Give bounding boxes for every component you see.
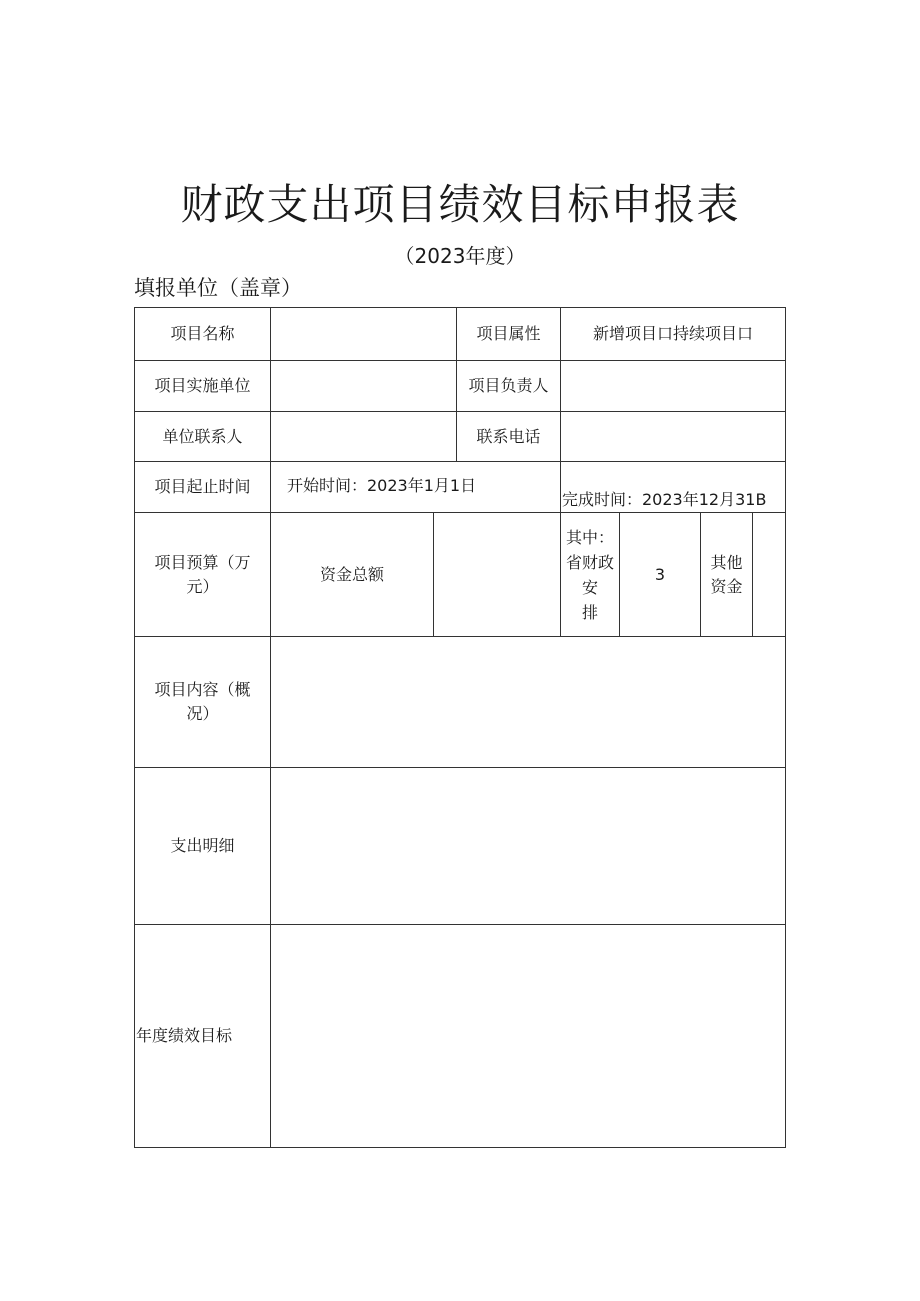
other-funds-label xyxy=(701,513,752,636)
budget-label-line1: 项目预算（万 xyxy=(154,552,251,572)
provincial-funds-line4: 排 xyxy=(581,602,598,622)
project-leader-field[interactable] xyxy=(561,361,785,411)
other-funds-line2: 资金 xyxy=(710,576,743,596)
reporting-unit-label: 填报单位（盖章） xyxy=(134,276,302,300)
project-leader-label: 项目负责人 xyxy=(468,376,549,395)
contact-phone-label: 联系电话 xyxy=(476,426,541,446)
total-funds-label: 资金总额 xyxy=(319,564,384,584)
start-time-field[interactable]: 开始时间：2023年1月1日 xyxy=(287,476,477,495)
other-funds-line1: 其他 xyxy=(710,552,743,572)
other-funds-field[interactable] xyxy=(753,513,785,636)
project-period-label: 项目起止时间 xyxy=(154,477,251,496)
provincial-funds-label xyxy=(561,513,619,636)
project-attribute-value[interactable]: 新增项目口持续项目口 xyxy=(592,324,753,343)
form-subtitle: （2023年度） xyxy=(394,244,526,268)
project-attribute-label: 项目属性 xyxy=(476,324,541,343)
total-funds-field[interactable] xyxy=(434,513,560,636)
provincial-funds-line3: 安 xyxy=(581,577,598,597)
annual-target-field[interactable] xyxy=(271,925,785,1147)
end-time-field[interactable]: 完成时间：2023年12月31B xyxy=(562,490,767,509)
unit-contact-label: 单位联系人 xyxy=(162,426,243,446)
table-border-right xyxy=(785,307,786,1148)
project-content-line1: 项目内容（概 xyxy=(154,680,251,699)
implementing-unit-label: 项目实施单位 xyxy=(154,376,251,395)
implementing-unit-field[interactable] xyxy=(271,361,456,411)
form-title: 财政支出项目绩效目标申报表 xyxy=(180,180,740,229)
provincial-funds-line1: 其中： xyxy=(565,527,614,547)
annual-target-label: 年度绩效目标 xyxy=(136,1026,233,1045)
expense-detail-label: 支出明细 xyxy=(170,836,235,855)
unit-contact-field[interactable] xyxy=(271,412,456,461)
project-content-field[interactable] xyxy=(271,637,785,767)
budget-label xyxy=(135,513,270,636)
expense-detail-field[interactable] xyxy=(271,768,785,924)
project-name-field[interactable] xyxy=(271,308,456,360)
project-content-label xyxy=(135,637,270,767)
contact-phone-field[interactable] xyxy=(561,412,785,461)
budget-label-line2: 元） xyxy=(186,576,219,596)
provincial-funds-value[interactable]: 3 xyxy=(654,564,666,584)
project-name-label: 项目名称 xyxy=(170,324,235,343)
project-content-line2: 况） xyxy=(186,704,219,723)
table-border-bottom xyxy=(134,1147,786,1148)
provincial-funds-line2: 省财政 xyxy=(565,552,614,572)
